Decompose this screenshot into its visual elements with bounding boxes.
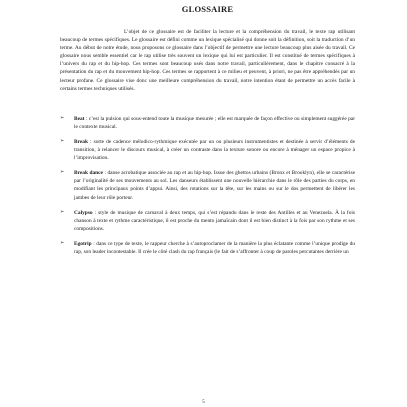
glossary-entry-body: [74, 115, 355, 131]
intro-paragraph: L’objet de ce glossaire est de faciliter la lecture et la compréhension du travail, le texte rap utilisant beaucoup de termes spécifiques. Le glossaire est défini comme un lexique spécialisé qui donne soit la définition, soit la traduction d’un terme. Au début de notre étude, nous proposons ce glossaire dans l’objectif de permettre une lecture beaucoup plus aisée du travail. Ce glossaire nous semble essentiel car le rap utilise très souvent un lexique qui lui est particulier. Il est constitué de termes spécifiques à l’univers du rap et du hip-hop. Ces termes sont beaucoup usés dans notre travail, particulièrement, dans le chapitre consacré à la présentation du rap et du mouvement hip-hop. Ces termes se rapportent à ce milieu et peuvent, à priori, ne pas être appréhendés par un lecteur profane. Ce glossaire vise donc une meilleure compréhension du travail, notre intention étant de permettre un accès facile à certains termes techniques utilisés.: [60, 29, 355, 92]
glossary-entry-body: [74, 138, 355, 162]
glossary-entry-break-dance: [60, 169, 355, 201]
arrow-bullet-icon: ➢: [60, 240, 65, 246]
arrow-bullet-icon: ➢: [60, 115, 65, 121]
glossary-term: Calypso: [74, 209, 93, 216]
glossary-definition: : dans ce type de texte, le rappeur cherche à s’autoproclamer de la manière la plus éclatante comme l’unique prodige du rap, son leader incontestable. Il crée le côté clash du rap français (le fait de s’affronter à coup de paroles percutantes derrière un: [74, 240, 355, 255]
glossary-entry-body: [74, 169, 355, 201]
glossary-definition: : style de musique de carnaval à deux temps, qui s’est répandu dans le reste des Antilles et au Venezuela. À la fois chanson à texte et rythme caractéristique, il est proche du mento jamaïcain dont il est bien distinct à la fois par son rythme et ses compositions.: [74, 209, 355, 232]
glossary-term: Break dance: [74, 170, 103, 177]
arrow-bullet-icon: ➢: [60, 138, 65, 144]
glossary-entry-beat: [60, 115, 355, 131]
arrow-bullet-icon: ➢: [60, 209, 65, 215]
page-number: 5: [202, 400, 205, 405]
glossary-term: Beat: [74, 115, 85, 122]
arrow-bullet-icon: ➢: [60, 170, 65, 176]
glossary-term: Egotrip: [74, 240, 92, 247]
glossary-definition: : sorte de cadence mélodico-rythmique exécutée par un ou plusieurs instrumentistes et destinée à servir d’éléments de transition, à relancer le discours musical, à créer un contraste dans la texture sonore ou encore à ménager un espace propice à l’improvisation.: [74, 138, 355, 162]
glossary-entry-calypso: [60, 209, 355, 233]
page-title: GLOSSAIRE: [181, 4, 234, 14]
glossary-definition: : danse acrobatique associée au rap et au hip-hop. Issue des ghettos urbains (Bronx et Brooklyn), elle se caractérise par l’originalité de ses mouvements au sol. Les danseurs établissent une nouvelle hiérarchie dans le rôle des parties du corps, en modifiant les principaux points d’appui. Ainsi, des rotations sur la tête, sur les mains ou sur le dos permettent de libérer les jambes de leur rôle porteur.: [74, 170, 355, 201]
glossary-definition: : c’est la pulsion qui sous-entend toute la musique mesurée ; elle est marquée de façon effective ou simplement suggérée par le contexte musical.: [74, 115, 355, 130]
glossary-entry-egotrip: [60, 240, 355, 256]
glossary-entry-body: [74, 209, 355, 233]
glossary-entry-break: [60, 138, 355, 162]
glossary-entry-body: [74, 240, 355, 256]
glossary-term: Break: [74, 138, 88, 145]
